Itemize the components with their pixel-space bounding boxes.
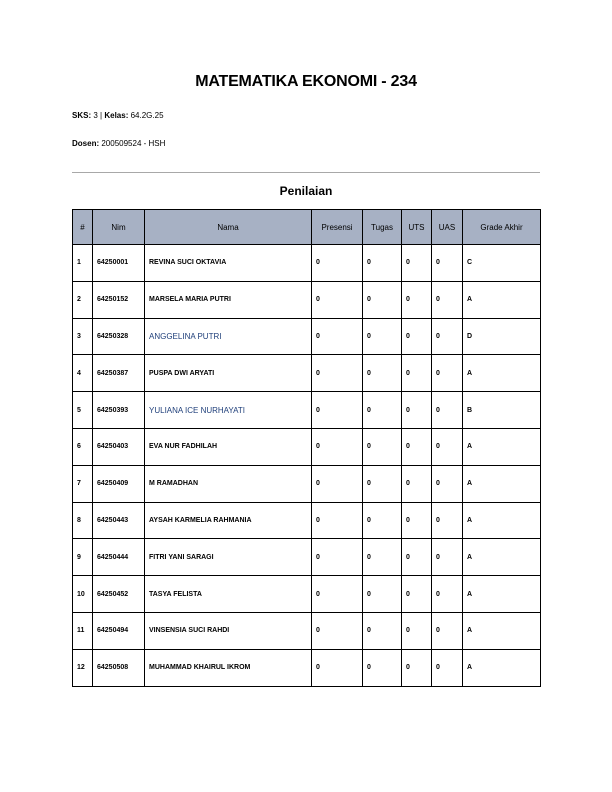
nama-cell: ANGGELINA PUTRI: [145, 318, 312, 355]
row-number: 11: [73, 612, 93, 649]
grade-cell: A: [463, 612, 541, 649]
nim-cell: 64250444: [93, 539, 145, 576]
row-number: 7: [73, 465, 93, 502]
grade-cell: A: [463, 355, 541, 392]
header-grade-akhir: Grade Akhir: [463, 210, 541, 245]
presensi-cell: 0: [312, 245, 363, 282]
uts-cell: 0: [402, 465, 432, 502]
table-row: [73, 576, 541, 613]
nama-cell: YULIANA ICE NURHAYATI: [145, 392, 312, 429]
nim-cell: 64250443: [93, 502, 145, 539]
course-info-line: SKS: 3 | Kelas: 64.2G.25: [72, 111, 164, 120]
uts-cell: 0: [402, 612, 432, 649]
table-row: [73, 612, 541, 649]
kelas-label: Kelas: [104, 111, 126, 120]
tugas-cell: 0: [363, 355, 402, 392]
grade-cell: C: [463, 245, 541, 282]
uas-cell: 0: [432, 281, 463, 318]
nim-cell: 64250494: [93, 612, 145, 649]
nim-cell: 64250508: [93, 649, 145, 686]
presensi-cell: 0: [312, 428, 363, 465]
uts-cell: 0: [402, 502, 432, 539]
uas-cell: 0: [432, 649, 463, 686]
grade-cell: D: [463, 318, 541, 355]
header-nama: Nama: [145, 210, 312, 245]
table-row: [73, 539, 541, 576]
uts-cell: 0: [402, 428, 432, 465]
tugas-cell: 0: [363, 428, 402, 465]
table-row: [73, 428, 541, 465]
row-number: 3: [73, 318, 93, 355]
header-number: #: [73, 210, 93, 245]
grade-cell: A: [463, 502, 541, 539]
grade-cell: A: [463, 576, 541, 613]
presensi-cell: 0: [312, 649, 363, 686]
nim-cell: 64250403: [93, 428, 145, 465]
nama-cell: AYSAH KARMELIA RAHMANIA: [145, 502, 312, 539]
uas-cell: 0: [432, 502, 463, 539]
presensi-cell: 0: [312, 465, 363, 502]
nim-cell: 64250152: [93, 281, 145, 318]
table-row: [73, 281, 541, 318]
row-number: 12: [73, 649, 93, 686]
section-title: Penilaian: [279, 184, 333, 198]
uas-cell: 0: [432, 576, 463, 613]
uts-cell: 0: [402, 392, 432, 429]
table-row: [73, 318, 541, 355]
nama-cell: FITRI YANI SARAGI: [145, 539, 312, 576]
tugas-cell: 0: [363, 281, 402, 318]
presensi-cell: 0: [312, 392, 363, 429]
grade-cell: A: [463, 428, 541, 465]
header-presensi: Presensi: [312, 210, 363, 245]
nim-cell: 64250452: [93, 576, 145, 613]
uas-cell: 0: [432, 392, 463, 429]
header-tugas: Tugas: [363, 210, 402, 245]
uas-cell: 0: [432, 245, 463, 282]
presensi-cell: 0: [312, 576, 363, 613]
tugas-cell: 0: [363, 576, 402, 613]
header-uts: UTS: [402, 210, 432, 245]
presensi-cell: 0: [312, 355, 363, 392]
grades-table: [72, 209, 541, 687]
nim-cell: 64250387: [93, 355, 145, 392]
nim-cell: 64250409: [93, 465, 145, 502]
nama-cell: MUHAMMAD KHAIRUL IKROM: [145, 649, 312, 686]
sks-value: 3: [93, 111, 98, 120]
dosen-value: 200509524 - HSH: [101, 139, 166, 148]
dosen-line: Dosen: 200509524 - HSH: [72, 139, 166, 148]
grade-cell: A: [463, 539, 541, 576]
uas-cell: 0: [432, 539, 463, 576]
uas-cell: 0: [432, 612, 463, 649]
presensi-cell: 0: [312, 281, 363, 318]
nama-cell: M RAMADHAN: [145, 465, 312, 502]
sks-label: SKS: [72, 111, 89, 120]
presensi-cell: 0: [312, 502, 363, 539]
presensi-cell: 0: [312, 539, 363, 576]
row-number: 10: [73, 576, 93, 613]
uas-cell: 0: [432, 465, 463, 502]
table-row: [73, 355, 541, 392]
uas-cell: 0: [432, 428, 463, 465]
grade-cell: A: [463, 649, 541, 686]
header-uas: UAS: [432, 210, 463, 245]
header-nim: Nim: [93, 210, 145, 245]
tugas-cell: 0: [363, 539, 402, 576]
grade-cell: A: [463, 465, 541, 502]
table-row: [73, 649, 541, 686]
table-row: [73, 245, 541, 282]
table-row: [73, 465, 541, 502]
uas-cell: 0: [432, 355, 463, 392]
uas-cell: 0: [432, 318, 463, 355]
row-number: 1: [73, 245, 93, 282]
table-row: [73, 502, 541, 539]
uts-cell: 0: [402, 539, 432, 576]
row-number: 9: [73, 539, 93, 576]
row-number: 5: [73, 392, 93, 429]
nim-cell: 64250393: [93, 392, 145, 429]
nama-cell: EVA NUR FADHILAH: [145, 428, 312, 465]
tugas-cell: 0: [363, 649, 402, 686]
nama-cell: VINSENSIA SUCI RAHDI: [145, 612, 312, 649]
row-number: 6: [73, 428, 93, 465]
nama-cell: PUSPA DWI ARYATI: [145, 355, 312, 392]
tugas-cell: 0: [363, 318, 402, 355]
dosen-label: Dosen: [72, 139, 97, 148]
tugas-cell: 0: [363, 465, 402, 502]
tugas-cell: 0: [363, 612, 402, 649]
grade-cell: B: [463, 392, 541, 429]
row-number: 4: [73, 355, 93, 392]
kelas-value: 64.2G.25: [130, 111, 164, 120]
table-row: [73, 392, 541, 429]
uts-cell: 0: [402, 245, 432, 282]
nama-cell: TASYA FELISTA: [145, 576, 312, 613]
uts-cell: 0: [402, 576, 432, 613]
presensi-cell: 0: [312, 612, 363, 649]
uts-cell: 0: [402, 649, 432, 686]
presensi-cell: 0: [312, 318, 363, 355]
table-header-row: [73, 210, 541, 245]
tugas-cell: 0: [363, 245, 402, 282]
course-title: MATEMATIKA EKONOMI - 234: [195, 73, 417, 90]
tugas-cell: 0: [363, 502, 402, 539]
nama-cell: MARSELA MARIA PUTRI: [145, 281, 312, 318]
uts-cell: 0: [402, 355, 432, 392]
nama-cell: REVINA SUCI OKTAVIA: [145, 245, 312, 282]
row-number: 2: [73, 281, 93, 318]
row-number: 8: [73, 502, 93, 539]
uts-cell: 0: [402, 318, 432, 355]
nim-cell: 64250328: [93, 318, 145, 355]
uts-cell: 0: [402, 281, 432, 318]
grade-cell: A: [463, 281, 541, 318]
nim-cell: 64250001: [93, 245, 145, 282]
tugas-cell: 0: [363, 392, 402, 429]
divider: [72, 172, 540, 173]
